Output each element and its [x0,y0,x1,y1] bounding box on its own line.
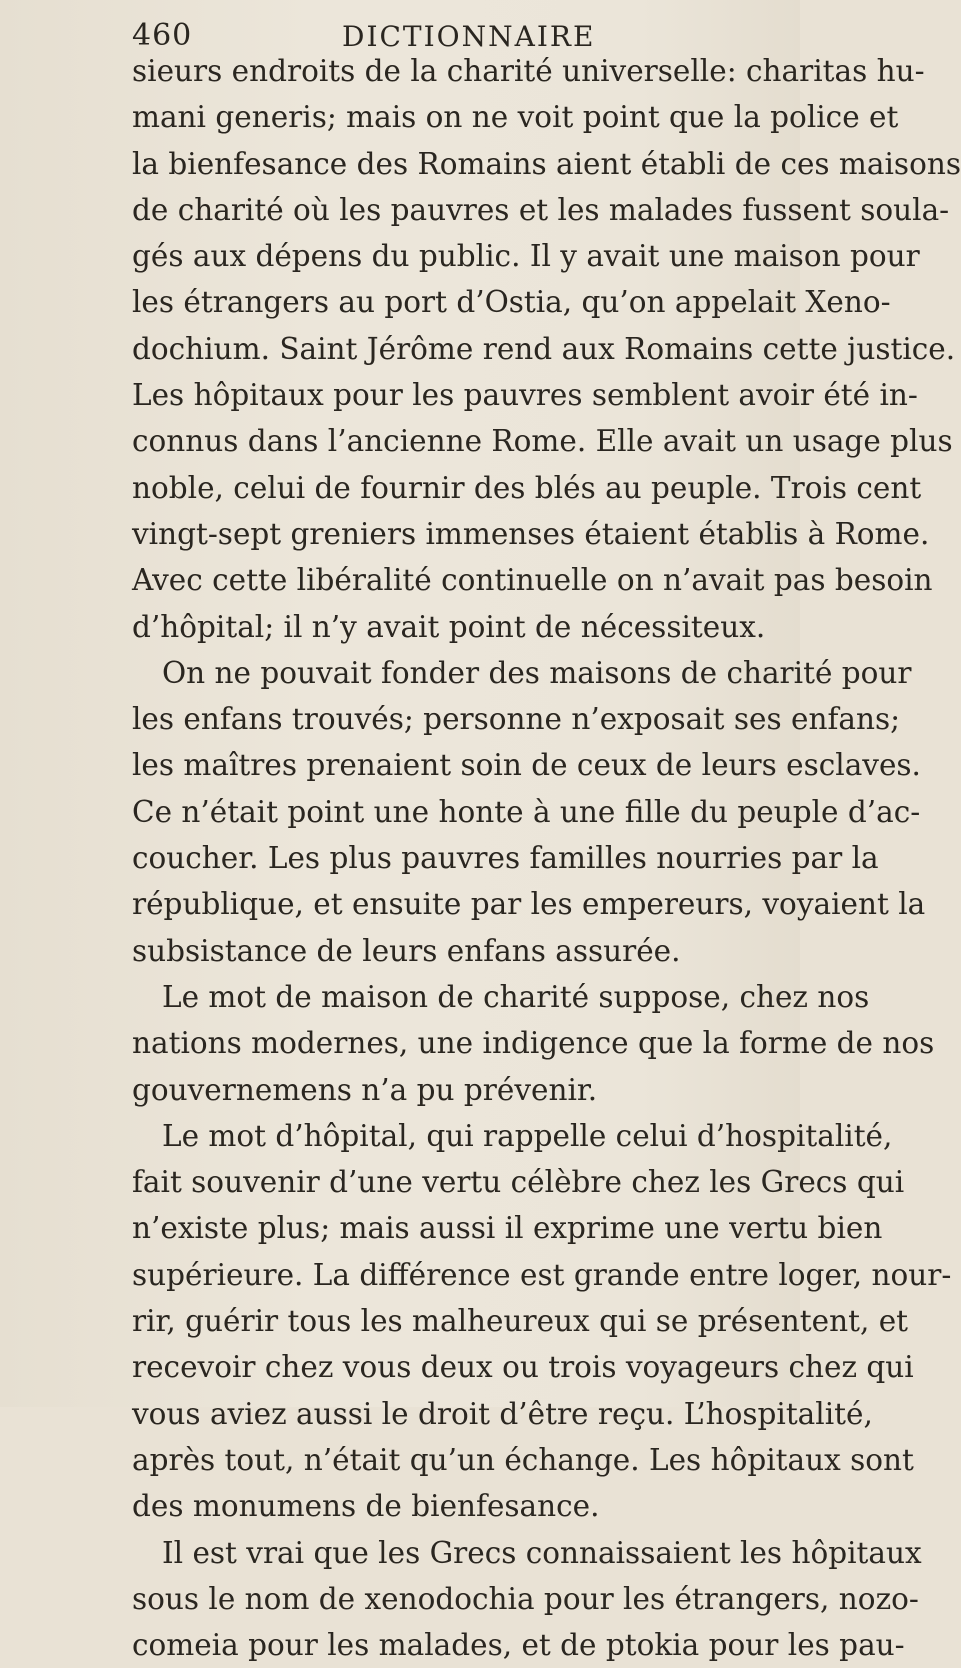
text-line: Le mot d’hôpital, qui rappelle celui d’hospitalité, [162,1118,893,1153]
text-line: recevoir chez vous deux ou trois voyageurs chez qui [132,1350,914,1385]
text-line: sous le nom de xenodochia pour les étrangers, nozo- [132,1581,919,1616]
text-line: coucher. Les plus pauvres familles nourries par la [132,841,879,876]
page-number: 460 [132,18,193,53]
body-text [132,48,961,1668]
text-line: dochium. Saint Jérôme rend aux Romains cette justice. [132,331,956,366]
text-line: subsistance de leurs enfans assurée. [132,933,681,968]
text-line: république, et ensuite par les empereurs, voyaient la [132,887,926,922]
text-line: Les hôpitaux pour les pauvres semblent avoir été in- [132,378,918,413]
text-line: la bienfesance des Romains aient établi de ces maisons [132,146,961,181]
text-line: mani generis; mais on ne voit point que la police et [132,100,899,135]
text-line: les enfans trouvés; personne n’exposait ses enfans; [132,702,901,737]
text-line: vous aviez aussi le droit d’être reçu. L’hospitalité, [132,1396,873,1431]
text-line: des monumens de bienfesance. [132,1489,600,1524]
text-line: rir, guérir tous les malheureux qui se présentent, et [132,1304,909,1339]
text-line: vingt-sept greniers immenses étaient établis à Rome. [132,516,930,551]
text-line: fait souvenir d’une vertu célèbre chez les Grecs qui [132,1165,905,1200]
text-line: noble, celui de fournir des blés au peuple. Trois cent [132,470,922,505]
text-line: gés aux dépens du public. Il y avait une maison pour [132,239,920,274]
text-line: supérieure. La différence est grande entre loger, nour- [132,1257,952,1292]
text-line: d’hôpital; il n’y avait point de nécessiteux. [132,609,766,644]
text-line: Le mot de maison de charité suppose, chez nos [162,979,870,1014]
text-line: les étrangers au port d’Ostia, qu’on appelait Xeno- [132,285,891,320]
text-line: comeia pour les malades, et de ptokia pour les pau- [132,1628,905,1663]
running-title: DICTIONNAIRE [342,20,596,53]
text-line: Avec cette libéralité continuelle on n’avait pas besoin [132,563,933,598]
text-line: de charité où les pauvres et les malades fussent soula- [132,192,950,227]
text-line: connus dans l’ancienne Rome. Elle avait un usage plus [132,424,953,459]
text-line: nations modernes, une indigence que la forme de nos [132,1026,935,1061]
text-line: après tout, n’était qu’un échange. Les hôpitaux sont [132,1442,914,1477]
text-line: sieurs endroits de la charité universelle: charitas hu- [132,54,925,88]
text-line: n’existe plus; mais aussi il exprime une vertu bien [132,1211,883,1246]
text-line: Il est vrai que les Grecs connaissaient les hôpitaux [162,1535,922,1570]
text-line: Ce n’était point une honte à une fille du peuple d’ac- [132,794,921,829]
text-line: gouvernemens n’a pu prévenir. [132,1072,598,1107]
text-line: On ne pouvait fonder des maisons de charité pour [162,655,912,690]
text-line: les maîtres prenaient soin de ceux de leurs esclaves. [132,748,921,783]
